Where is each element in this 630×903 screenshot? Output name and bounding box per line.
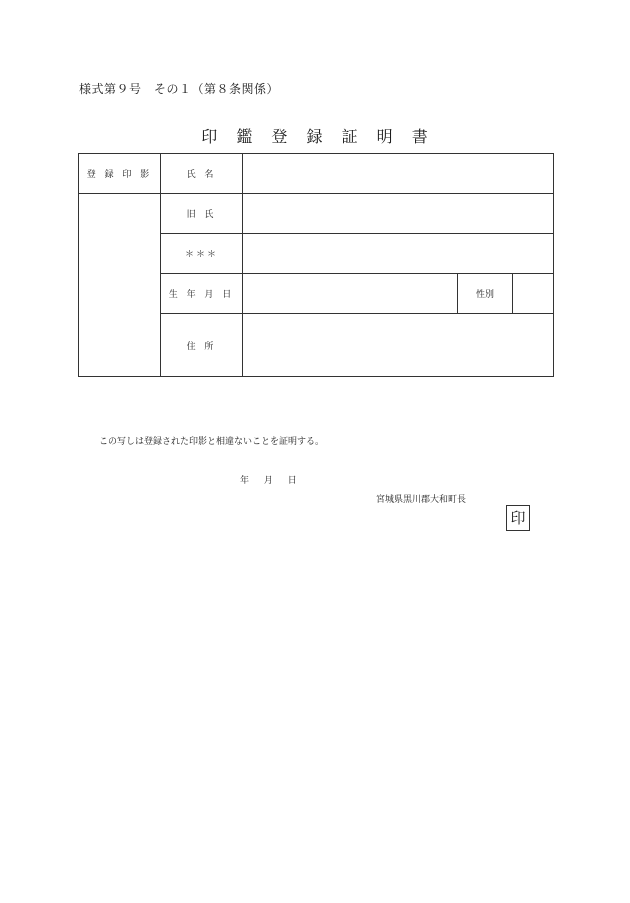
name-label: 氏 名 bbox=[161, 154, 243, 194]
gender-field[interactable] bbox=[513, 274, 554, 314]
birthdate-label: 生 年 月 日 bbox=[161, 274, 243, 314]
issuer-name: 宮城県黒川郡大和町長 bbox=[376, 495, 467, 505]
name-field[interactable] bbox=[243, 154, 554, 194]
former-name-label: 旧 氏 bbox=[161, 194, 243, 234]
table-row bbox=[79, 194, 554, 234]
gender-label: 性別 bbox=[458, 274, 513, 314]
former-name-field[interactable] bbox=[243, 194, 554, 234]
document-title: 印 鑑 登 録 証 明 書 bbox=[201, 127, 429, 146]
address-field[interactable] bbox=[243, 314, 554, 377]
masked-field[interactable] bbox=[243, 234, 554, 274]
table-row bbox=[79, 154, 554, 194]
issue-date-line: 年 月 日 bbox=[240, 476, 297, 486]
registration-table bbox=[78, 153, 554, 377]
registered-seal-impression-area bbox=[79, 194, 161, 377]
registered-seal-label: 登 録 印 影 bbox=[79, 154, 161, 194]
masked-label: ＊＊＊ bbox=[161, 234, 243, 274]
address-label: 住 所 bbox=[161, 314, 243, 377]
birthdate-field[interactable] bbox=[243, 274, 458, 314]
form-number: 様式第９号 その１（第８条関係） bbox=[79, 82, 280, 96]
certification-statement: この写しは登録された印影と相違ないことを証明する。 bbox=[99, 437, 325, 447]
official-seal-mark: 印 bbox=[506, 505, 530, 531]
